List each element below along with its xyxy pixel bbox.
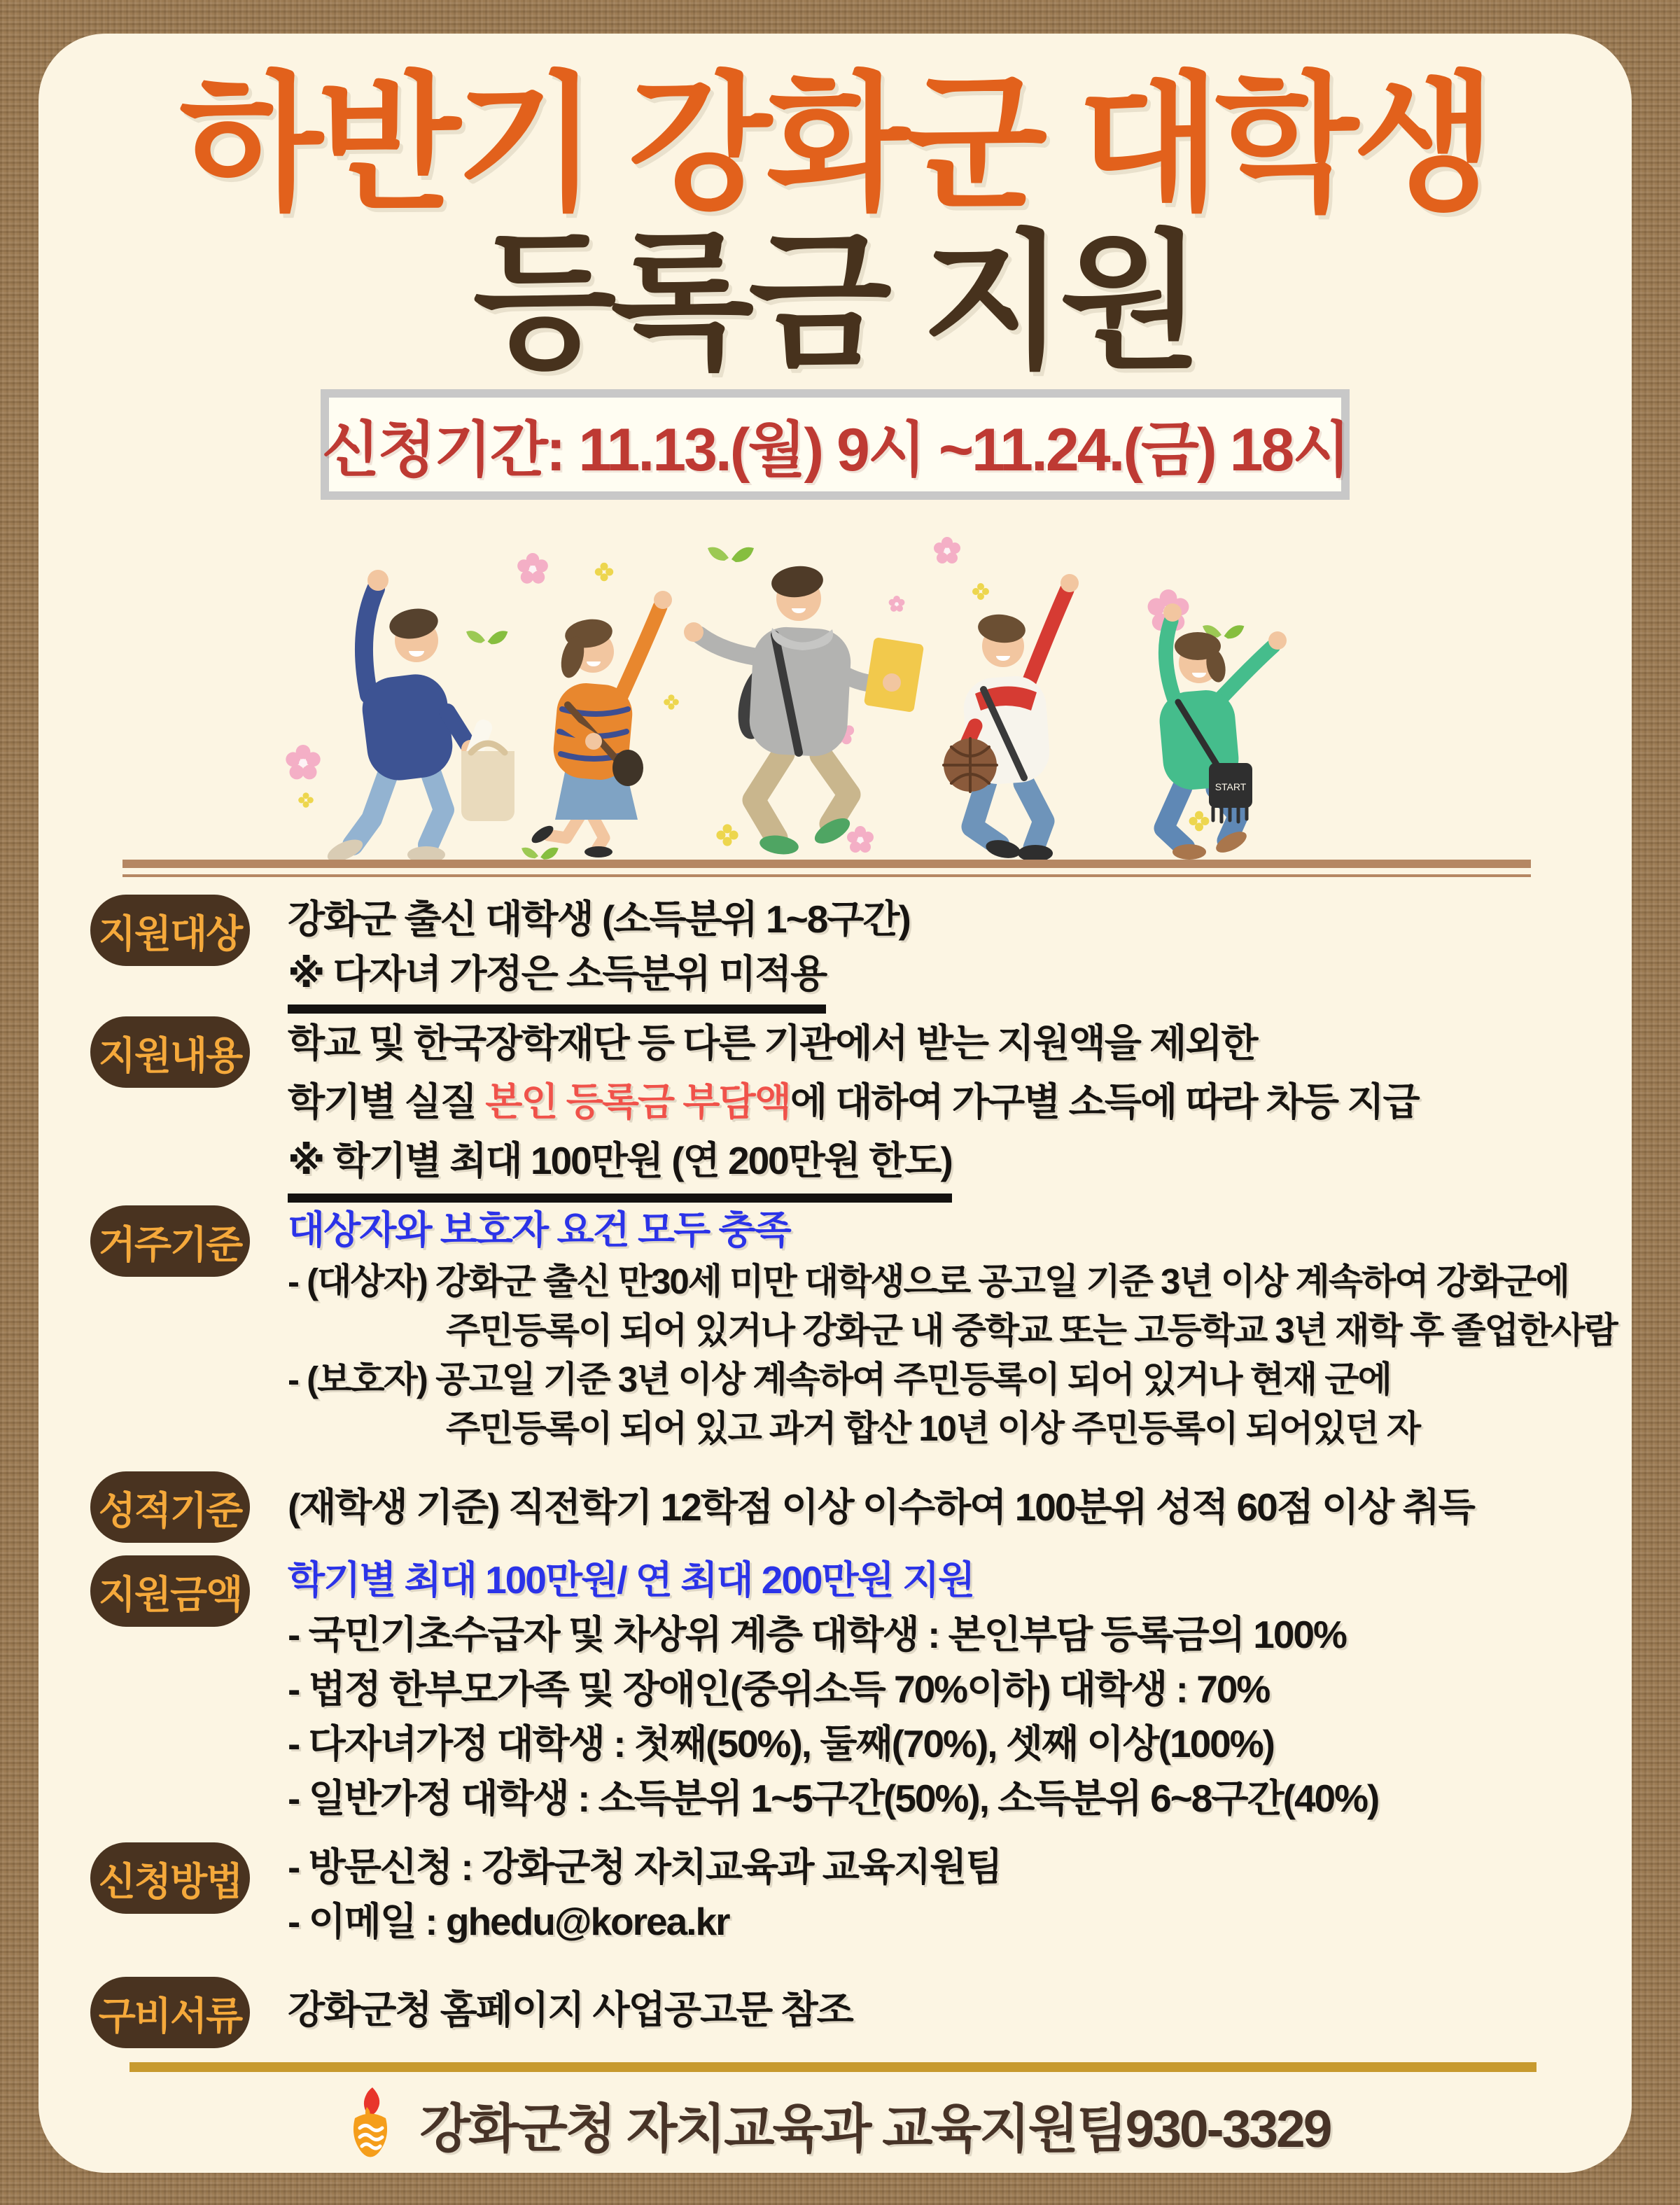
badge-label: 지원내용 <box>98 1033 242 1077</box>
badge-label: 구비서류 <box>98 1994 242 2038</box>
residence-line-2: 주민등록이 되어 있거나 강화군 내 중학교 또는 고등학교 3년 재학 후 졸업한사람 <box>446 1310 1617 1350</box>
badge-residence <box>90 1205 250 1277</box>
divider-thick-line <box>122 860 1531 868</box>
badge-label: 거주기준 <box>98 1222 242 1266</box>
content-line-2-pre: 학기별 실질 <box>288 1080 486 1124</box>
badge-label: 지원대상 <box>98 911 242 955</box>
amount-line-2: - 법정 한부모가족 및 장애인(중위소득 70%이하) 대학생 : 70% <box>288 1667 1270 1711</box>
poster-title-line1: 하반기 강화군 대학생 <box>179 61 1491 227</box>
bag-start-text: START <box>1214 781 1247 792</box>
apply-line-1: - 방문신청 : 강화군청 자치교육과 교육지원팀 <box>288 1845 1002 1889</box>
content-line-3: ※ 학기별 최대 100만원 (연 200만원 한도) <box>288 1131 952 1203</box>
application-period-text: 신청기간: 11.13.(월) 9시 ~11.24.(금) 18시 <box>321 416 1349 484</box>
student-orange-stripes <box>529 591 672 858</box>
target-line-1: 강화군 출신 대학생 (소득분위 1~8구간) <box>288 897 910 941</box>
badge-support-content <box>90 1016 250 1088</box>
badge-label: 신청방법 <box>98 1859 242 1903</box>
badge-amount <box>90 1555 250 1627</box>
badge-grades <box>90 1471 250 1543</box>
students-illustration-svg <box>239 522 1429 866</box>
badge-documents <box>90 1977 250 2048</box>
poster-card <box>38 34 1632 2173</box>
badge-support-target <box>90 895 250 966</box>
content-line-2 <box>288 1072 1419 1131</box>
footer-contact-row <box>38 2086 1632 2163</box>
residence-headline: 대상자와 보호자 요건 모두 충족 <box>288 1208 790 1252</box>
section-support-target <box>90 890 1618 1014</box>
student-navy <box>324 570 514 866</box>
badge-label: 지원금액 <box>98 1572 242 1616</box>
student-red-raglan <box>944 574 1079 862</box>
documents-line-1: 강화군청 홈페이지 사업공고문 참조 <box>288 1988 853 2031</box>
poster-title-line2: 등록금 지원 <box>472 219 1198 385</box>
content-line-1: 학교 및 한국장학재단 등 다른 기관에서 받는 지원액을 제외한 <box>288 1021 1257 1065</box>
torch-icon <box>340 2086 400 2163</box>
section-apply-method <box>90 1838 1618 1949</box>
footer-contact-text: 강화군청 자치교육과 교육지원팀930-3329 <box>419 2099 1331 2158</box>
footer-gold-bar <box>130 2062 1536 2072</box>
content-line-2-post: 에 대하여 가구별 소득에 따라 차등 지급 <box>790 1080 1419 1124</box>
apply-line-2: - 이메일 : ghedu@korea.kr <box>288 1900 729 1943</box>
section-support-content <box>90 1012 1618 1203</box>
amount-headline: 학기별 최대 100만원/ 연 최대 200만원 지원 <box>288 1558 974 1602</box>
section-amount <box>90 1551 1618 1826</box>
section-grades <box>90 1467 1618 1543</box>
divider-lines <box>122 860 1531 877</box>
divider-thin-line <box>122 874 1531 877</box>
amount-line-3: - 다자녀가정 대학생 : 첫째(50%), 둘째(70%), 셋째 이상(100%) <box>288 1722 1274 1765</box>
amount-line-4: - 일반가정 대학생 : 소득분위 1~5구간(50%), 소득분위 6~8구간(40%) <box>288 1777 1379 1820</box>
badge-label: 성적기준 <box>98 1488 242 1532</box>
content-line-2-highlight: 본인 등록금 부담액 <box>485 1080 790 1124</box>
application-period-box <box>321 389 1350 500</box>
amount-line-1: - 국민기초수급자 및 차상위 계층 대학생 : 본인부담 등록금의 100% <box>288 1613 1346 1656</box>
residence-line-1: - (대상자) 강화군 출신 만30세 미만 대학생으로 공고일 기준 3년 이상 계속하여 강화군에 <box>288 1261 1569 1301</box>
student-green <box>1157 603 1287 860</box>
student-gray-hoodie <box>684 564 924 857</box>
badge-apply-method <box>90 1842 250 1914</box>
section-residence <box>90 1201 1618 1453</box>
target-line-2: ※ 다자녀 가정은 소득분위 미적용 <box>288 946 826 1014</box>
grades-line-1: (재학생 기준) 직전학기 12학점 이상 이수하여 100분위 성적 60점 이상 취득 <box>288 1485 1474 1529</box>
jumping-students-illustration <box>239 522 1429 866</box>
residence-line-3: - (보호자) 공고일 기준 3년 이상 계속하여 주민등록이 되어 있거나 현재 군에 <box>288 1359 1391 1399</box>
residence-line-4: 주민등록이 되어 있고 과거 합산 10년 이상 주민등록이 되어있던 자 <box>446 1408 1420 1448</box>
section-documents <box>90 1973 1618 2048</box>
